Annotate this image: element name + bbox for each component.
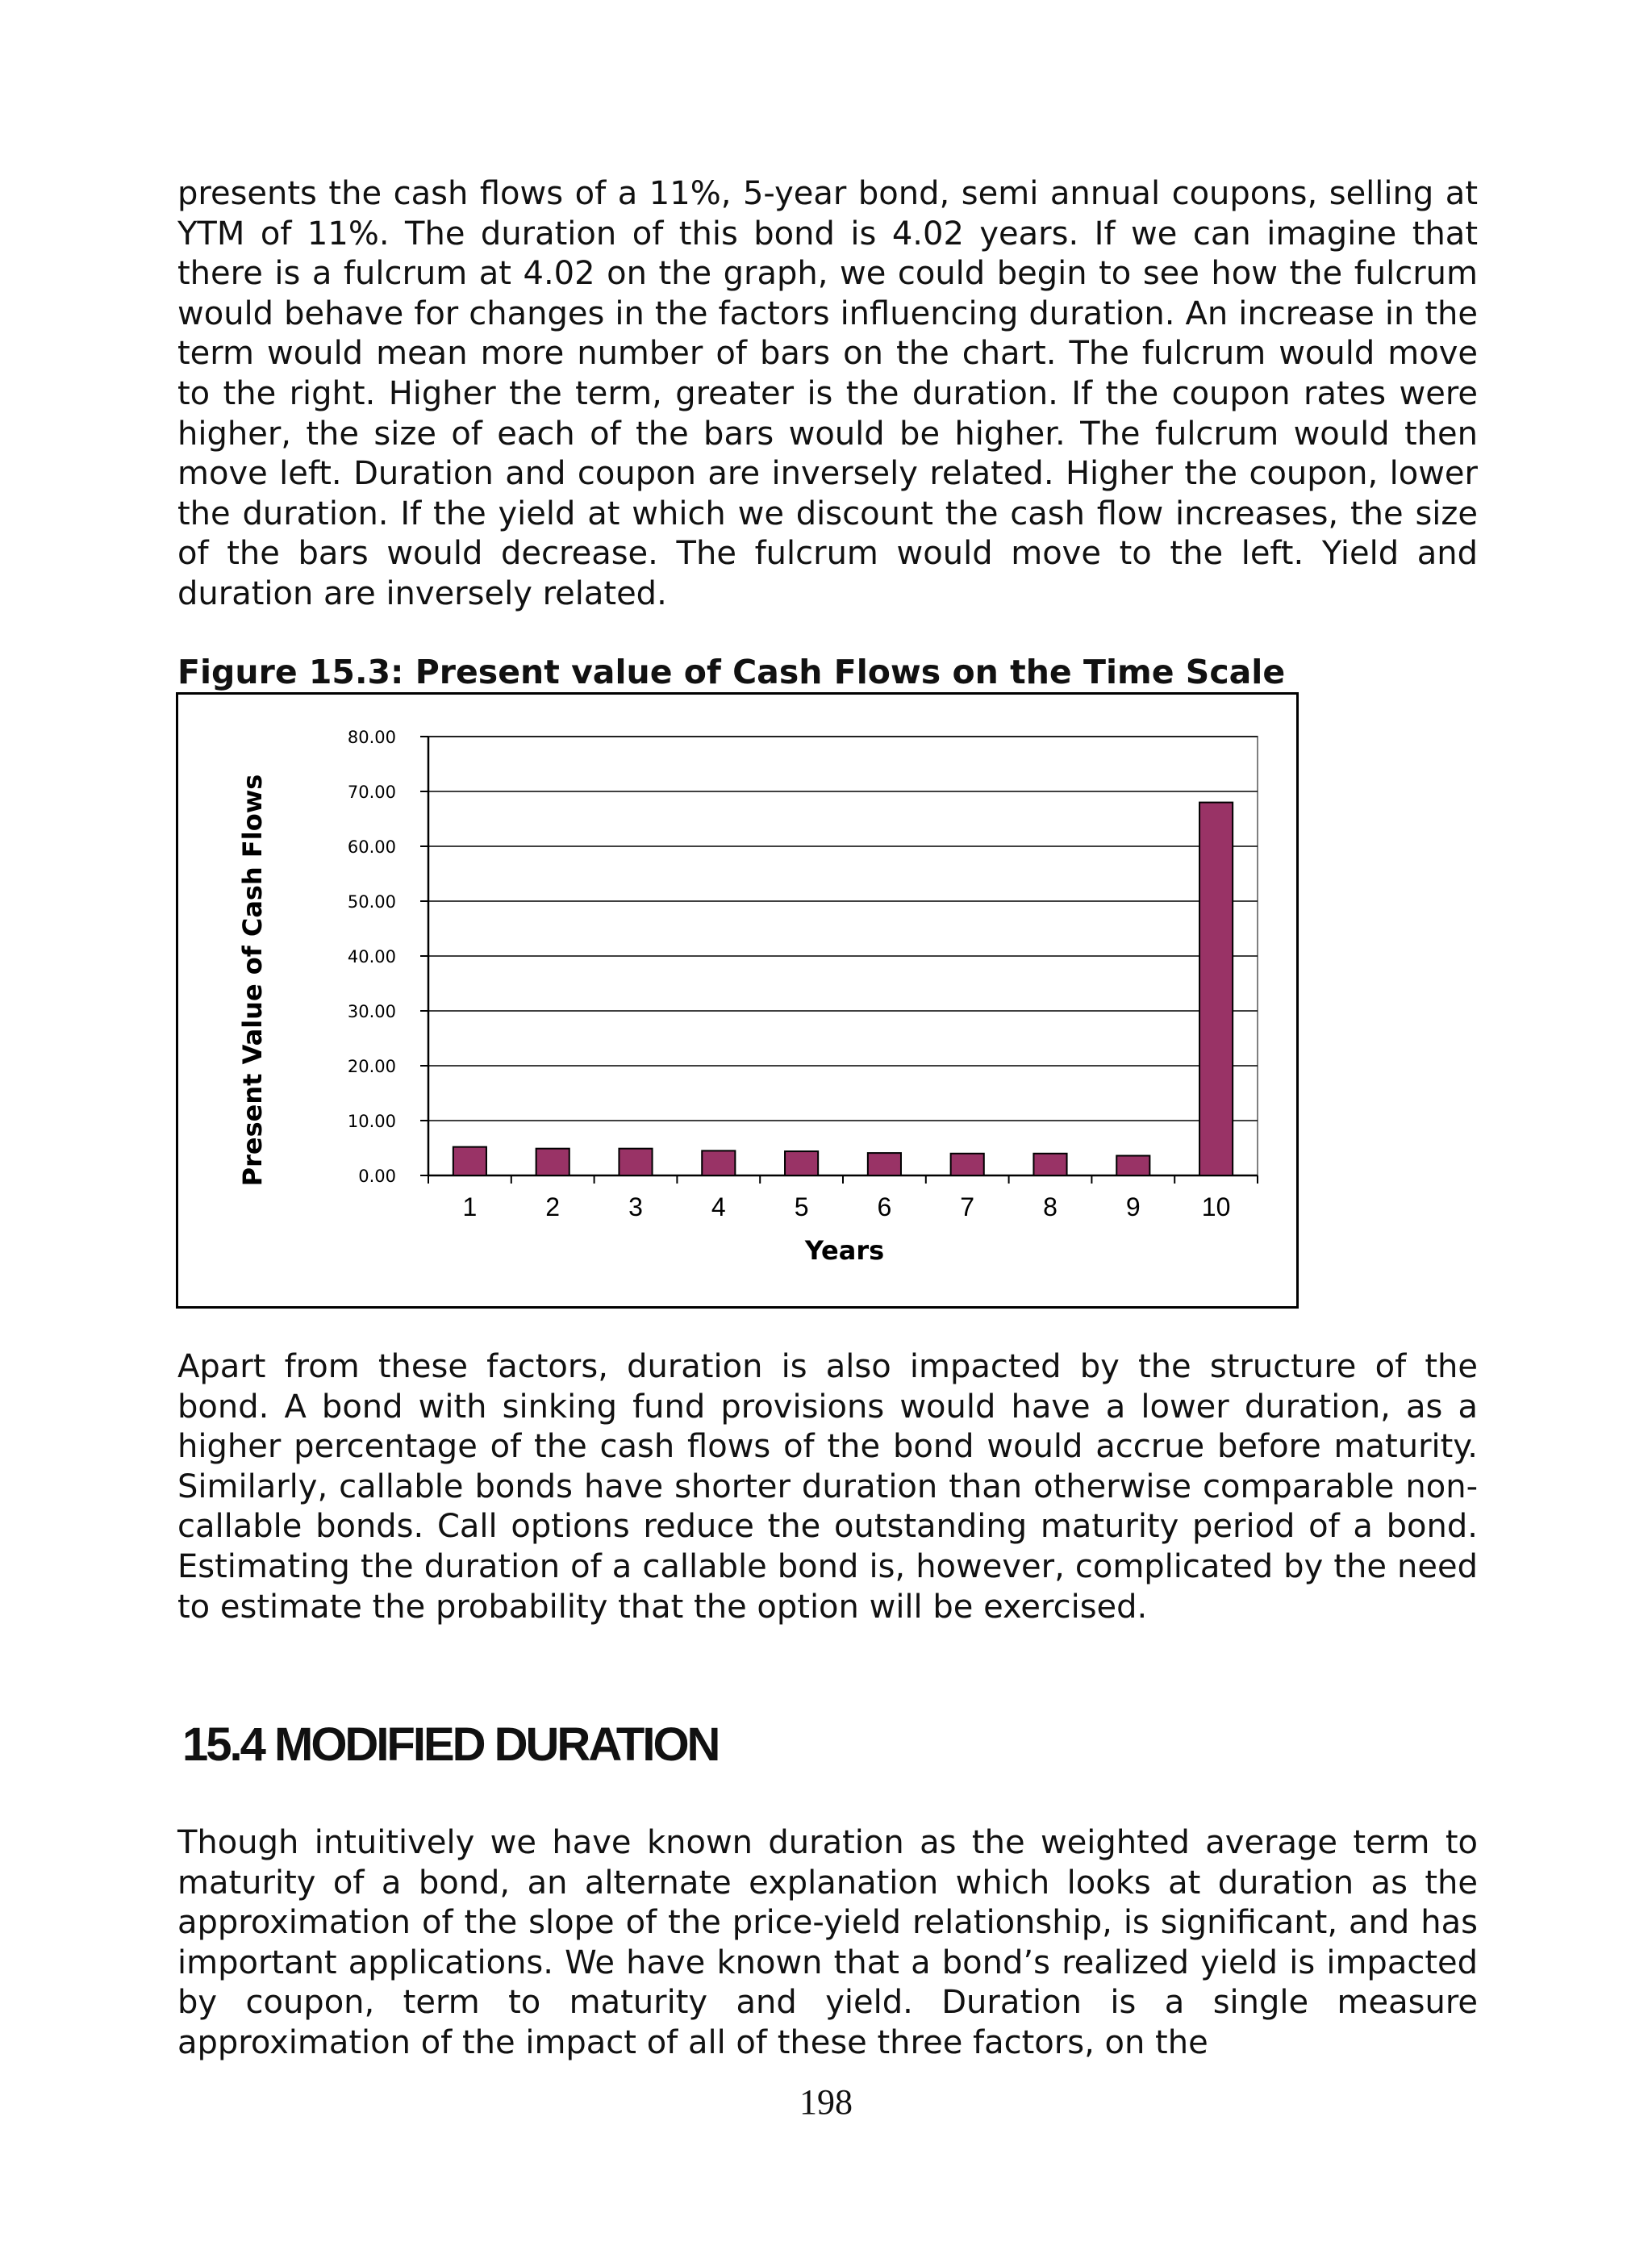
modified-duration-paragraph: Though intuitively we have known duration as the weighted average term to maturity of a bond, an alternate explanation which looks at duration as the approximation of the slope of the price-yield relationship, is significant, and has important applications. We have known that a bond’s realized yield is impacted by coupon, term to maturity and yield. Duration is a single measure approximation of the impact of all of these three factors, on the [177, 1824, 1478, 2061]
x-axis-title: Years [804, 1235, 885, 1266]
x-tick-label: 5 [794, 1192, 809, 1221]
bar-chart [178, 695, 1296, 1306]
x-tick-label: 10 [1201, 1192, 1231, 1221]
page-number: 198 [799, 2082, 853, 2122]
x-tick-label: 6 [877, 1192, 892, 1221]
bar-year-2 [536, 1149, 569, 1175]
chart-figure [176, 692, 1299, 1309]
bar-year-1 [453, 1147, 486, 1175]
bar-year-5 [785, 1151, 818, 1175]
x-tick-label: 1 [462, 1192, 478, 1221]
y-tick-label: 0.00 [358, 1167, 396, 1186]
bar-year-9 [1116, 1156, 1149, 1175]
x-tick-label: 3 [628, 1192, 643, 1221]
bar-year-6 [868, 1153, 901, 1175]
x-tick-label: 7 [960, 1192, 975, 1221]
bar-year-10 [1199, 803, 1233, 1175]
y-tick-label: 70.00 [347, 783, 396, 802]
bar-year-3 [619, 1149, 652, 1175]
y-tick-label: 60.00 [347, 837, 396, 857]
structure-paragraph: Apart from these factors, duration is also impacted by the structure of the bond. A bond with sinking fund provisions would have a lower duration, as a higher percentage of the cash flows of the bond would accrue before maturity. Similarly, callable bonds have shorter duration than otherwise comparable non-callable bonds. Call options reduce the outstanding maturity period of a bond. Estimating the duration of a callable bond is, however, complicated by the need to estimate the probability that the option will be exercised. [177, 1348, 1478, 1626]
y-axis-title: Present Value of Cash Flows [237, 774, 268, 1187]
x-tick-label: 8 [1043, 1192, 1058, 1221]
y-tick-label: 50.00 [347, 892, 396, 912]
x-tick-label: 9 [1125, 1192, 1141, 1221]
section-heading: 15.4 MODIFIED DURATION [182, 1718, 719, 1771]
y-tick-label: 30.00 [347, 1002, 396, 1021]
bar-year-7 [951, 1154, 984, 1175]
bar-year-8 [1033, 1154, 1066, 1175]
x-tick-label: 2 [545, 1192, 561, 1221]
y-tick-label: 10.00 [347, 1112, 396, 1131]
y-tick-label: 40.00 [347, 947, 396, 967]
intro-paragraph: presents the cash flows of a 11%, 5-year bond, semi annual coupons, selling at YTM of 11%. The duration of this bond is 4.02 years. If we can imagine that there is a fulcrum at 4.02 on the graph, we could begin to see how the fulcrum would behave for changes in the factors influencing duration. An increase in the term would mean more number of bars on the chart. The fulcrum would move to the right. Higher the term, greater is the duration. If the coupon rates were higher, the size of each of the bars would be higher. The fulcrum would then move left. Duration and coupon are inversely related. Higher the coupon, lower the duration. If the yield at which we discount the cash flow increases, the size of the bars would decrease. The fulcrum would move to the left. Yield and duration are inversely related. [177, 175, 1478, 612]
figure-caption: Figure 15.3: Present value of Cash Flows on the Time Scale [177, 653, 1286, 691]
bar-year-4 [702, 1150, 735, 1175]
x-tick-label: 4 [711, 1192, 726, 1221]
y-tick-label: 20.00 [347, 1057, 396, 1076]
y-tick-label: 80.00 [347, 728, 396, 747]
